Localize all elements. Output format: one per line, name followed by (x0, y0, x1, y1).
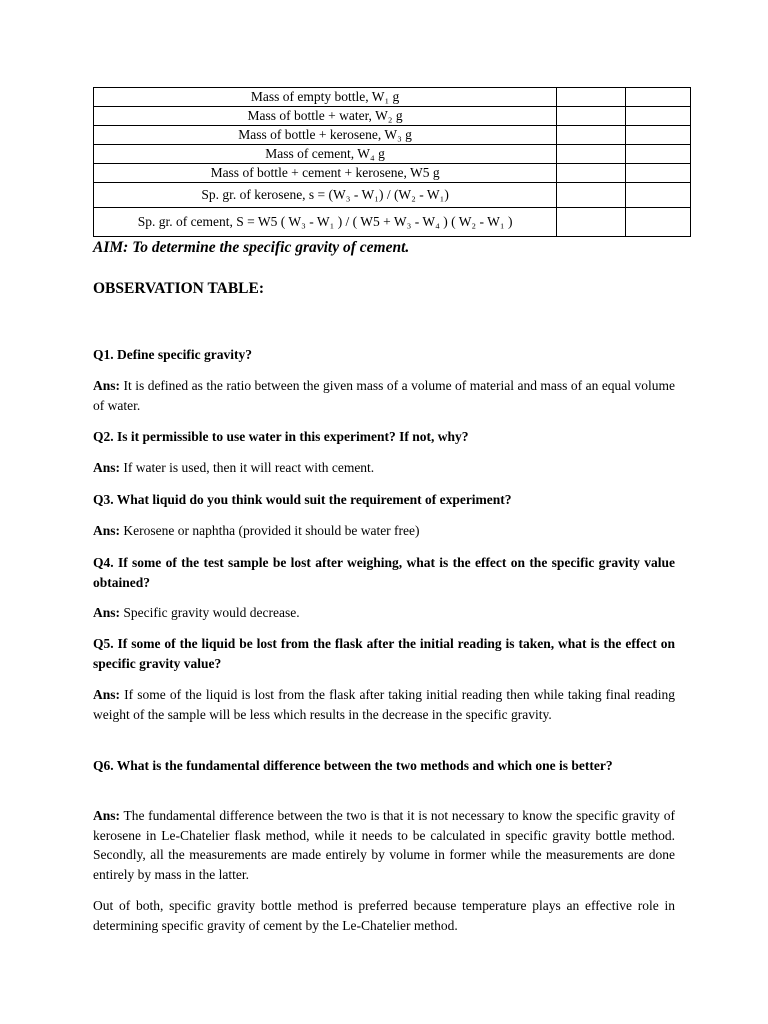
table-row (94, 107, 691, 126)
table-cell-empty (625, 208, 690, 237)
table-cell-label: Mass of bottle + water, W₂ g (94, 107, 557, 126)
table-cell-empty (557, 145, 625, 164)
answer-5 (93, 685, 675, 724)
ans-label: Ans: (93, 605, 121, 620)
question-2: Q2. Is it permissible to use water in this experiment? If not, why? (93, 429, 469, 444)
table-cell-empty (625, 88, 690, 107)
table-cell-label: Mass of bottle + cement + kerosene, W5 g (94, 164, 557, 183)
table-cell-empty (625, 164, 690, 183)
table-cell-label: Mass of empty bottle, W₁ g (94, 88, 557, 107)
ans-label: Ans: (93, 687, 121, 702)
answer-2 (93, 458, 675, 478)
question-6: Q6. What is the fundamental difference between the two methods and which one is better? (93, 758, 613, 773)
answer-text: The fundamental difference between the two is that it is not necessary to know the specific gravity of kerosene in Le-Chatelier flask method, while it needs to be calculated in specific gravity bottle method. Secondly, all the measurements are made entirely by volume in former while the measurements are done entirely by mass in the latter. (93, 808, 675, 882)
table-cell-empty (625, 183, 690, 208)
closing-paragraph: Out of both, specific gravity bottle method is preferred because temperature plays an effective role in determining specific gravity of cement by the Le-Chatelier method. (93, 898, 675, 933)
table-row (94, 183, 691, 208)
table-row (94, 88, 691, 107)
table-cell-label: Sp. gr. of cement, S = W5 ( W₃ - W₁ ) / ( W5 + W₃ - W₄ ) ( W₂ - W₁ ) (94, 208, 557, 237)
question-1: Q1. Define specific gravity? (93, 347, 252, 362)
ans-label: Ans: (93, 808, 121, 823)
answer-3 (93, 521, 675, 541)
observation-table (93, 87, 691, 237)
answer-text: Kerosene or naphtha (provided it should be water free) (123, 523, 420, 538)
table-row (94, 164, 691, 183)
question-4: Q4. If some of the test sample be lost after weighing, what is the effect on the specific gravity value obtained? (93, 555, 675, 590)
answer-text: It is defined as the ratio between the given mass of a volume of material and mass of an equal volume of water. (93, 378, 676, 413)
ans-label: Ans: (93, 460, 121, 475)
ans-label: Ans: (93, 378, 121, 393)
answer-1 (93, 376, 675, 415)
table-cell-empty (557, 107, 625, 126)
observation-table-heading: OBSERVATION TABLE: (93, 280, 265, 297)
answer-6 (93, 806, 675, 884)
table-cell-empty (557, 164, 625, 183)
table-cell-empty (625, 107, 690, 126)
ans-label: Ans: (93, 523, 121, 538)
answer-text: Specific gravity would decrease. (123, 605, 300, 620)
table-row (94, 126, 691, 145)
answer-text: If some of the liquid is lost from the flask after taking initial reading then while taking final reading weight of the sample will be less which results in the decrease in the specific gravity. (93, 687, 676, 722)
table-row (94, 145, 691, 164)
question-3: Q3. What liquid do you think would suit the requirement of experiment? (93, 492, 512, 507)
table-cell-empty (557, 208, 625, 237)
answer-text: If water is used, then it will react with cement. (123, 460, 375, 475)
question-5: Q5. If some of the liquid be lost from the flask after the initial reading is taken, what is the effect on specific gravity value? (93, 636, 675, 671)
table-cell-empty (557, 88, 625, 107)
table-cell-empty (557, 126, 625, 145)
table-cell-label: Mass of bottle + kerosene, W₃ g (94, 126, 557, 145)
table-cell-label: Mass of cement, W₄ g (94, 145, 557, 164)
answer-4 (93, 603, 675, 623)
table-cell-label: Sp. gr. of kerosene, s = (W₃ - W₁) / (W₂ - W₁) (94, 183, 557, 208)
table-cell-empty (557, 183, 625, 208)
table-cell-empty (625, 126, 690, 145)
aim-heading: AIM: To determine the specific gravity of cement. (93, 239, 410, 256)
table-row (94, 208, 691, 237)
table-cell-empty (625, 145, 690, 164)
